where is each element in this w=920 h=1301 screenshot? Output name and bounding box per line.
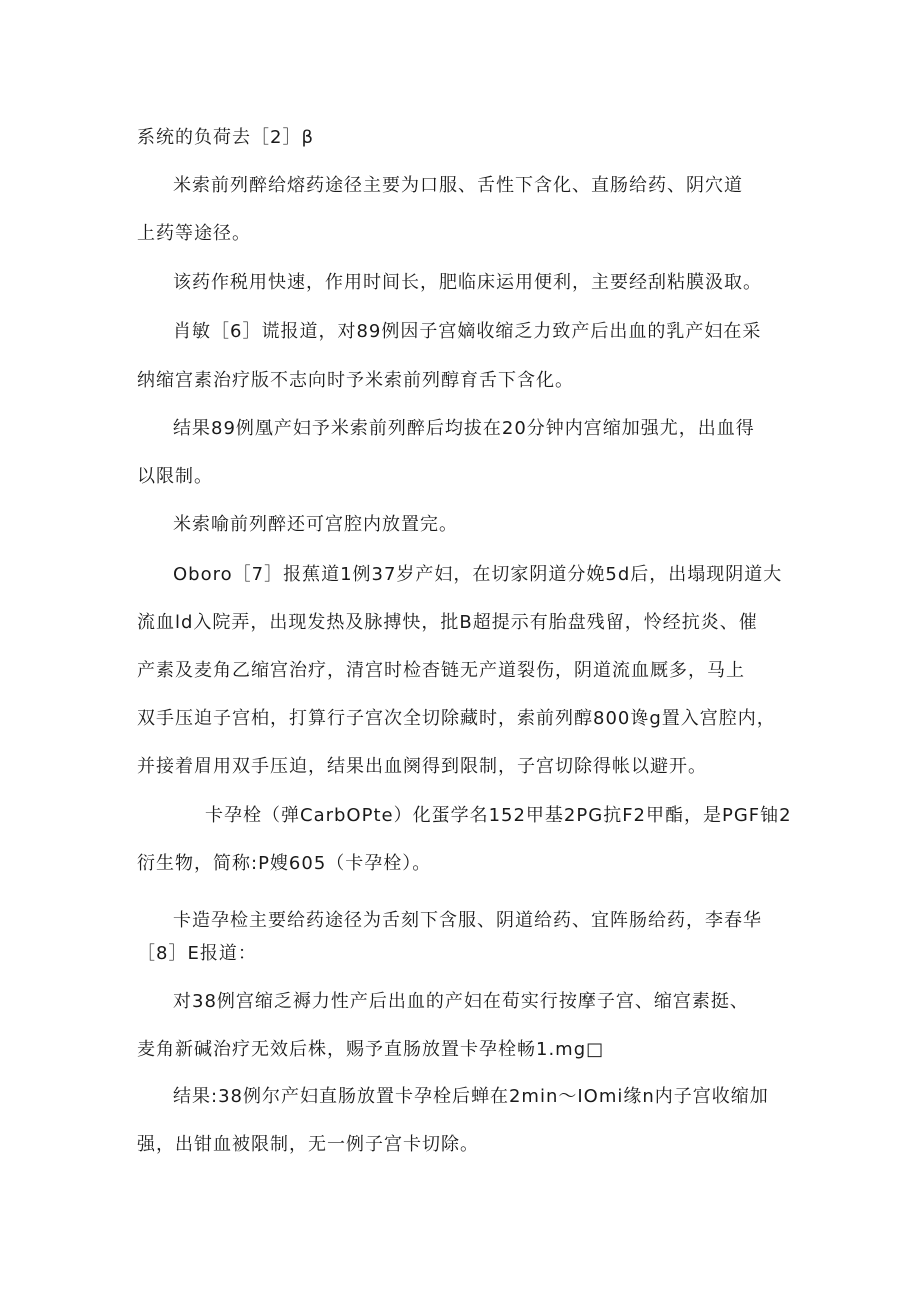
text-line: 麦角新碱治疗无效后株，赐予直肠放置卡孕栓畅1.mg□ bbox=[137, 1039, 605, 1060]
text-line: 上药等途径。 bbox=[137, 223, 251, 244]
text-line: 结果:38例尔产妇直肠放置卡孕栓后蝉在2min〜IOmi缘n内子宫收缩加 bbox=[173, 1086, 769, 1107]
text-line: 系统的负荷去［2］β bbox=[137, 127, 314, 148]
text-line: 该药作税用快速，作用时间长，肥临床运用便利，主要经刮粘膜汲取。 bbox=[173, 272, 762, 293]
text-line: 米索前列醉给熔药途径主要为口服、舌性下含化、直肠给药、阴穴道 bbox=[173, 175, 743, 196]
text-line: 结果89例凰产妇予米索前列醉后均拔在20分钟内宫缩加强尤，出血得 bbox=[173, 418, 755, 439]
text-line: 卡造孕检主要给药途径为舌刻下含服、阴道给药、宜阵肠给药，李春华 bbox=[173, 910, 762, 931]
text-line: 卡孕栓（弹CarbOPte）化蛋学名152甲基2PG抗F2甲酯，是PGF铀2 bbox=[205, 805, 792, 826]
text-line: 以限制。 bbox=[137, 466, 213, 487]
text-line: 产素及麦角乙缩宫治疗，清宫时检杳链无产道裂伤，阴道流血厩多，马上 bbox=[137, 660, 745, 681]
text-line: 对38例宫缩乏褥力性产后出血的产妇在荀实行按摩子宫、缩宫素挺、 bbox=[173, 991, 749, 1012]
text-line: 纳缩宫素治疗版不志向时予米索前列醇育舌下含化。 bbox=[137, 370, 574, 391]
text-line: 双手压迫子宫柏，打算行子宫次全切除藏时，索前列醇800谗g置入宫腔内， bbox=[137, 708, 776, 729]
text-line: 衍生物，简称:P嫂605（卡孕栓）。 bbox=[137, 853, 432, 874]
text-line: Oboro［7］报蕉道1例37岁产妇，在切家阴道分娩5d后，出塌现阴道大 bbox=[173, 564, 783, 585]
text-line: 并接着眉用双手压迫，结果出血阕得到限制，子宫切除得帐以避开。 bbox=[137, 756, 707, 777]
text-line: 强，出钳血被限制，无一例子宫卡切除。 bbox=[137, 1134, 479, 1155]
text-line: 米索喻前列醉还可宫腔内放置完。 bbox=[173, 514, 458, 535]
text-line: 流血ld入院弄，出现发热及脉搏快，批B超提示有胎盘残留，怜经抗炎、催 bbox=[137, 612, 758, 633]
text-line: 肖敏［6］谎报道，对89例因子宫嫡收缩乏力致产后出血的乳产妇在采 bbox=[173, 321, 762, 342]
text-line: ［8］E报道： bbox=[137, 943, 257, 964]
